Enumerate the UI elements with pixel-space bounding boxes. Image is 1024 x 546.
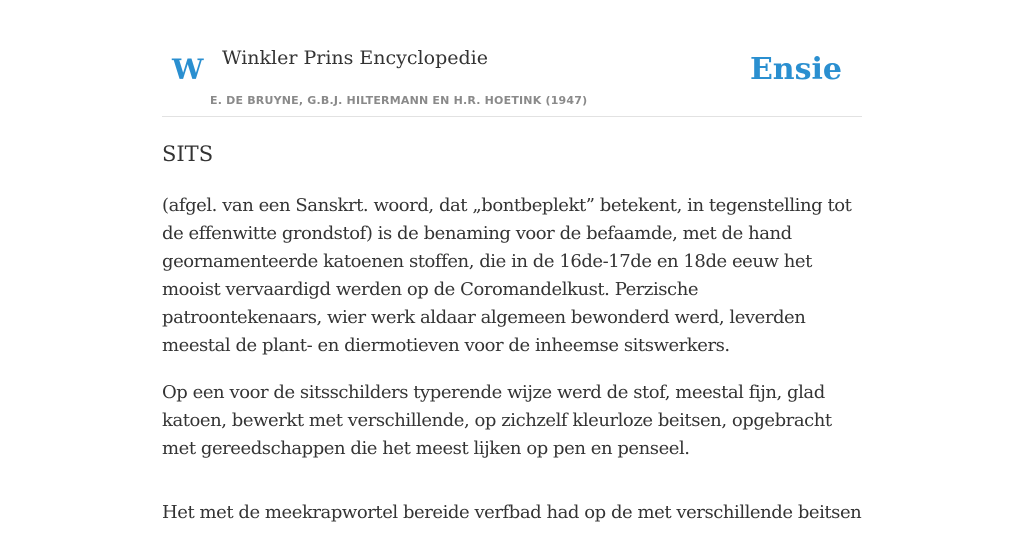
ensie-brand-link[interactable]: Ensie [749,52,842,87]
book-authors: E. DE BRUYNE, G.B.J. HILTERMANN EN H.R. HOETINK (1947) [210,94,588,107]
article-body [162,192,862,546]
article-paragraph: (afgel. van een Sanskrt. woord, dat „bontbeplekt” betekent, in tegenstelling tot de effenwitte grondstof) is de benaming voor de befaamde, met de hand geornamenteerde katoenen stoffen, die in de 16de-17de en 18de eeuw het mooist vervaardigd werden op de Coromandelkust. Perzische patroontekenaars, wier werk aldaar algemeen bewonderd werd, leverden meestal de plant- en diermotieven voor de inheemse sitswerkers. [162,195,852,356]
book-title[interactable]: Winkler Prins Encyclopedie [222,47,488,69]
article-paragraph: Het met de meekrapwortel bereide verfbad had op de met verschillende beitsen [162,502,862,523]
article-title: SITS [162,142,214,166]
winkler-prins-logo-icon[interactable]: W [172,53,204,86]
page [162,0,862,523]
header [162,0,862,117]
article-paragraph: Op een voor de sitsschilders typerende wijze werd de stof, meestal fijn, glad katoen, bewerkt met verschillende, op zichzelf kleurloze beitsen, opgebracht met gereedschappen die het meest lijken op pen en penseel. [162,382,832,459]
